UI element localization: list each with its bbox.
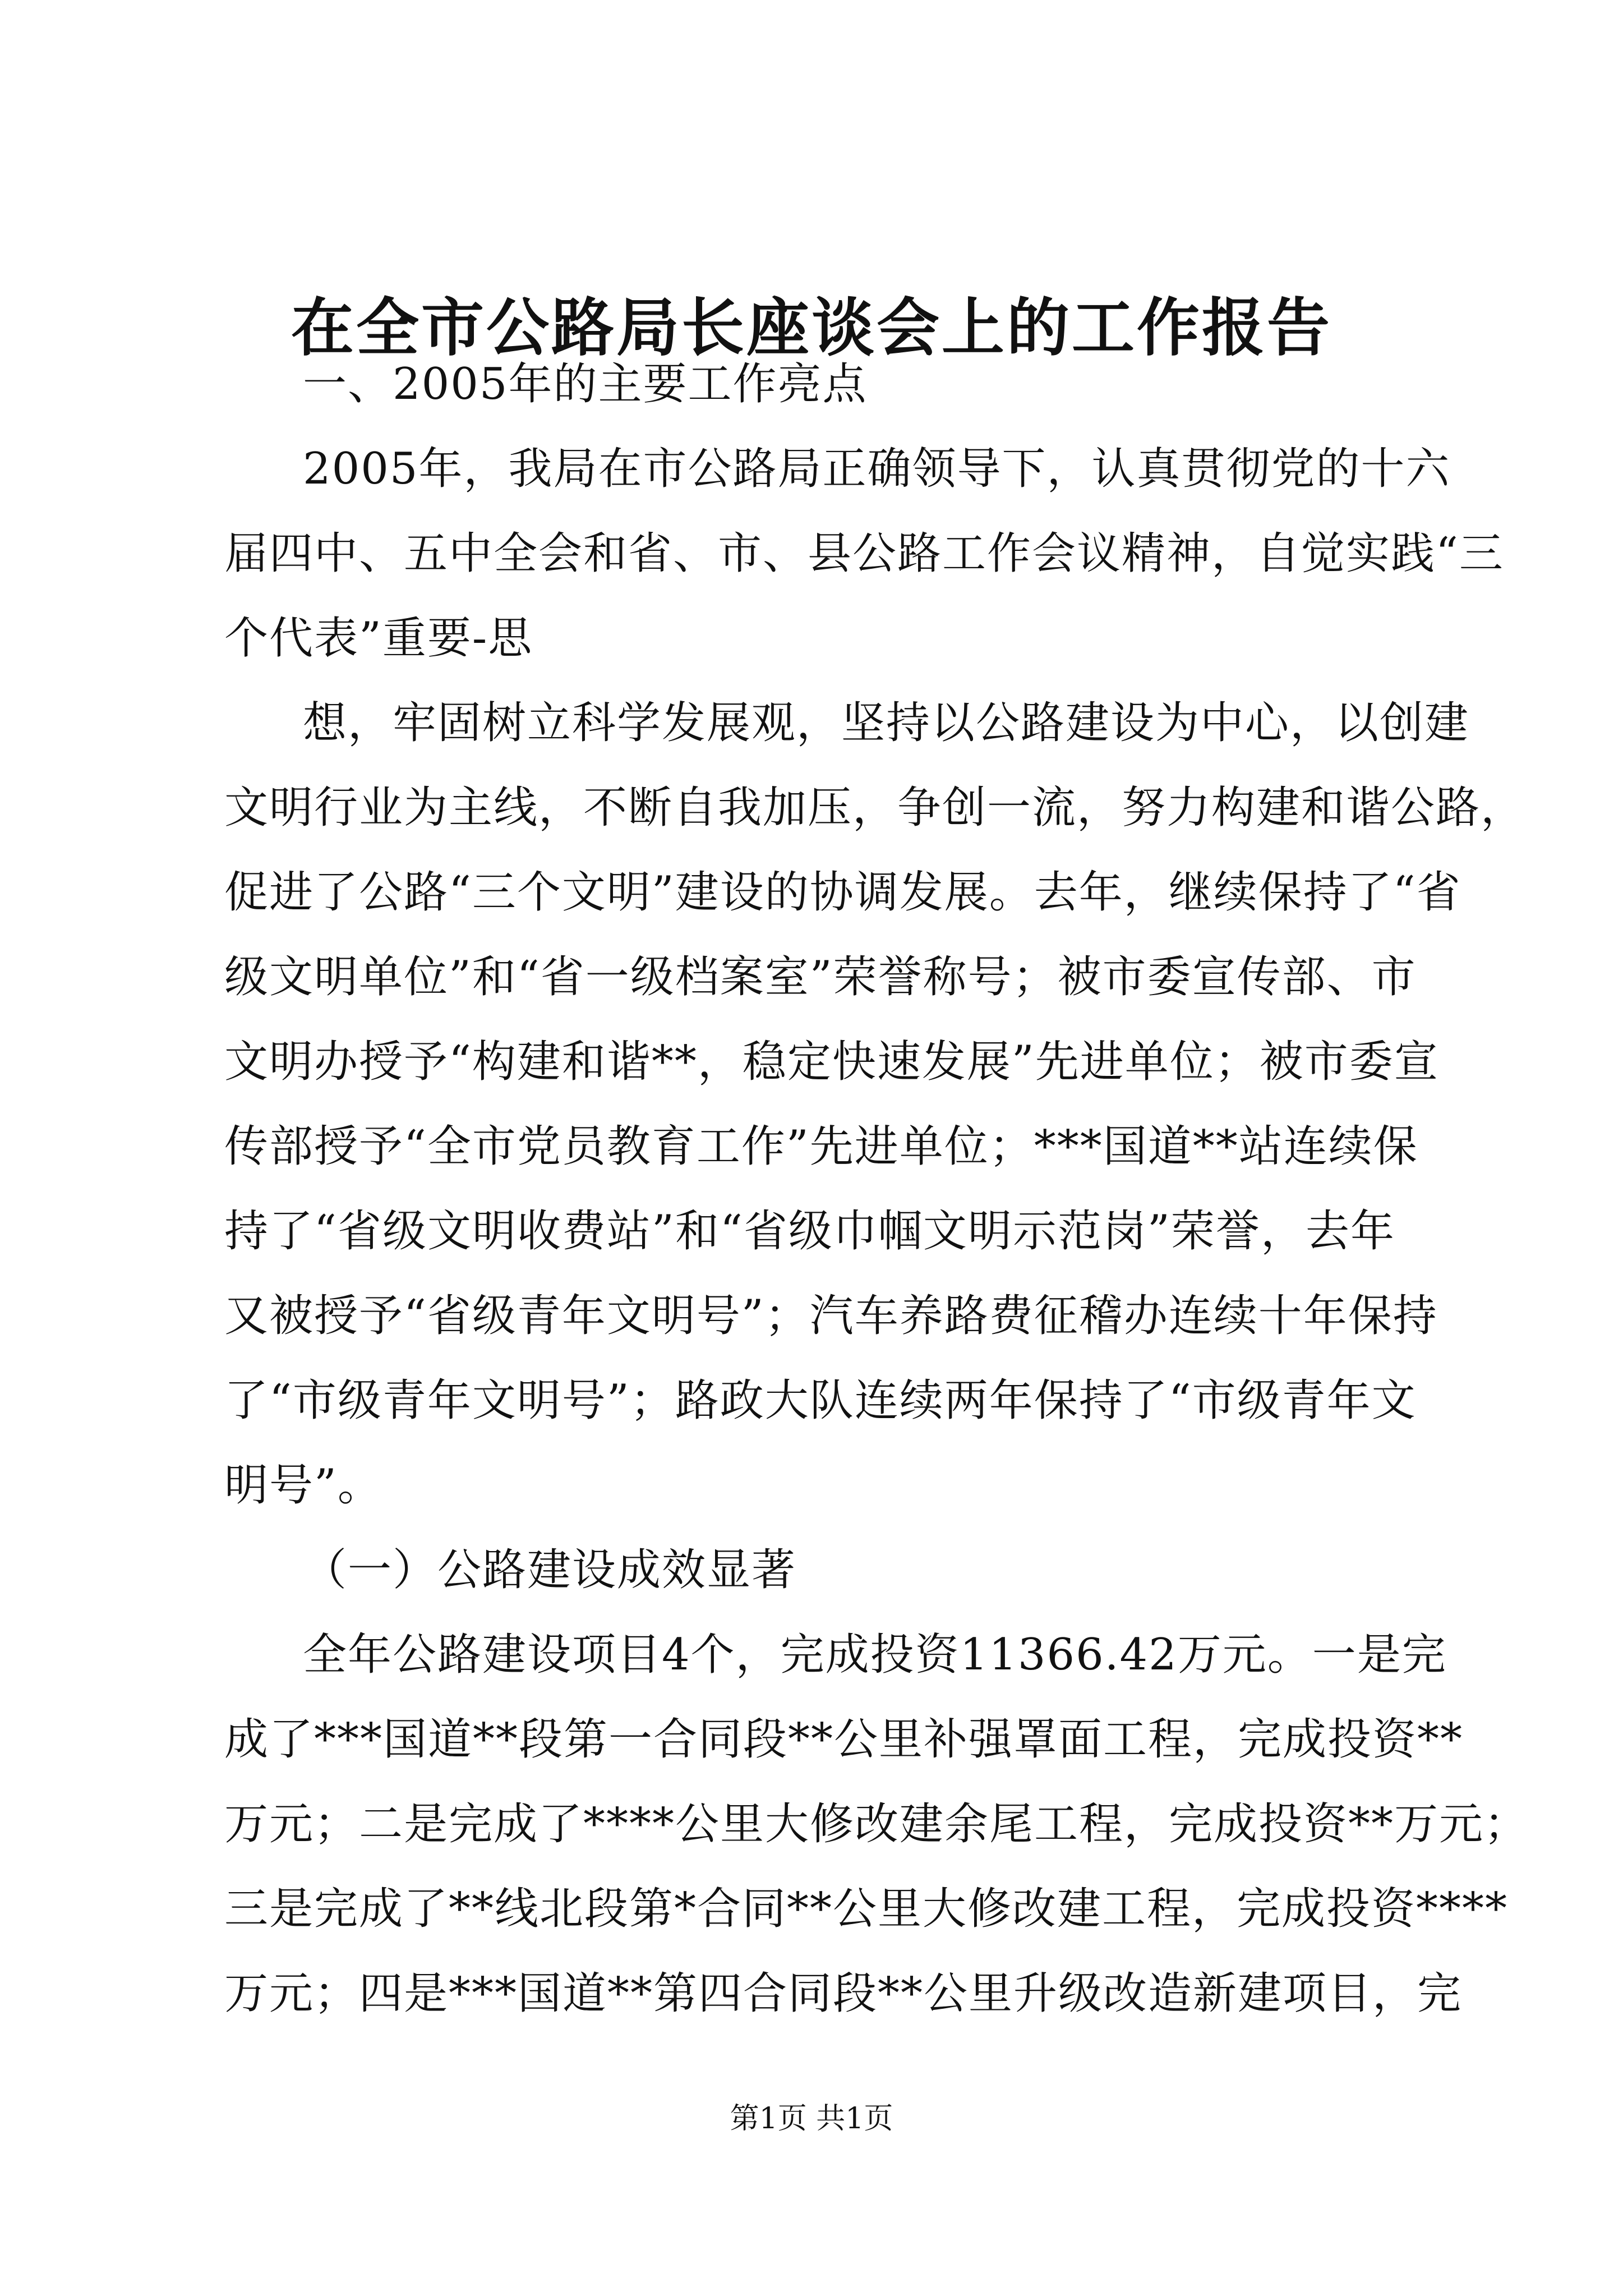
paragraph-line: 三是完成了**线北段第*合同**公里大修改建工程，完成投资**** (224, 1884, 1509, 1934)
paragraph-line: 个代表”重要-思 (224, 613, 533, 664)
paragraph-line: 传部授予“全市党员教育工作”先进单位；***国道**站连续保 (224, 1121, 1418, 1172)
paragraph-line: 成了***国道**段第一合同段**公里补强罩面工程，完成投资** (224, 1714, 1464, 1765)
paragraph-line: 级文明单位”和“省一级档案室”荣誉称号；被市委宣传部、市 (224, 952, 1417, 1002)
paragraph-line: 文明办授予“构建和谐**，稳定快速发展”先进单位；被市委宣 (224, 1037, 1439, 1087)
paragraph-line: 2005年，我局在市公路局正确领导下，认真贯彻党的十六 (303, 444, 1451, 494)
paragraph-line: 想，牢固树立科学发展观，坚持以公路建设为中心，以创建 (303, 698, 1470, 748)
paragraph-line: 届四中、五中全会和省、市、县公路工作会议精神，自觉实践“三 (224, 528, 1504, 579)
paragraph-line: 明号”。 (224, 1460, 382, 1511)
paragraph-line: 又被授予“省级青年文明号”；汽车养路费征稽办连续十年保持 (224, 1291, 1438, 1341)
paragraph-line: 了“市级青年文明号”；路政大队连续两年保持了“市级青年文 (224, 1375, 1417, 1426)
paragraph-line: 万元；四是***国道**第四合同段**公里升级改造新建项目，完 (224, 1968, 1463, 2019)
document-title: 在全市公路局长座谈会上的工作报告 (291, 291, 1332, 365)
page-footer: 第1页 共1页 (730, 2102, 893, 2136)
subsection-heading: （一）公路建设成效显著 (303, 1545, 797, 1595)
paragraph-line: 全年公路建设项目4个，完成投资11366.42万元。一是完 (303, 1630, 1447, 1680)
paragraph-line: 万元；二是完成了****公里大修改建余尾工程，完成投资**万元； (224, 1799, 1529, 1849)
paragraph-line: 持了“省级文明收费站”和“省级巾帼文明示范岗”荣誉，去年 (224, 1206, 1395, 1257)
paragraph-line: 文明行业为主线，不断自我加压，争创一流，努力构建和谐公路， (224, 783, 1526, 833)
section-heading: 一、2005年的主要工作亮点 (303, 359, 868, 409)
paragraph-line: 促进了公路“三个文明”建设的协调发展。去年，继续保持了“省 (224, 867, 1461, 918)
